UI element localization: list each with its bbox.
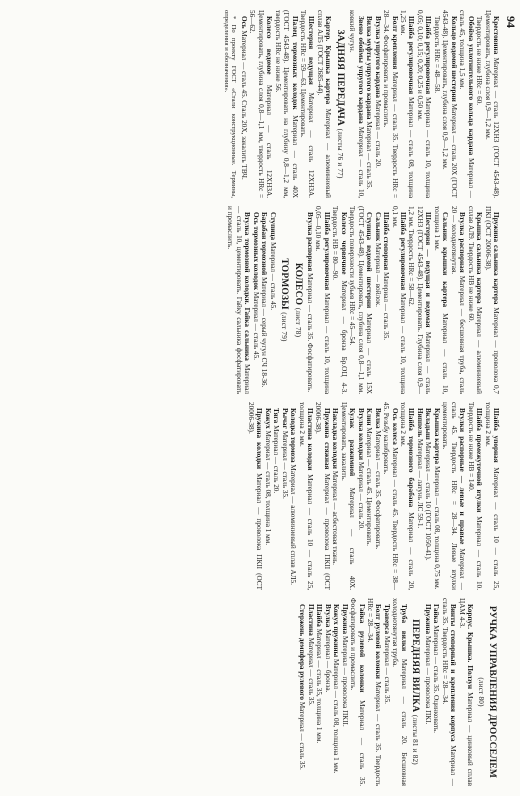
entry-title: Крышка сальника картера <box>475 212 484 307</box>
column-2 <box>4 206 500 394</box>
section-heading <box>476 598 497 786</box>
spec-entry <box>323 598 331 786</box>
entry-title: Шайба <box>315 604 324 629</box>
spec-entry <box>263 402 271 590</box>
entry-text: Материал — сталь 45, толщина 1,5 мм. <box>458 10 475 198</box>
spec-entry <box>373 206 381 394</box>
spec-entry <box>289 402 297 590</box>
entry-text: Материал — сталь 35. Фосфатировать. <box>373 430 382 550</box>
spec-entry <box>441 402 466 590</box>
spec-entry <box>315 10 332 198</box>
section-heading-sheets: (листы 76 и 77) <box>335 128 344 179</box>
entry-text: Материал — сталь 35. Твердость HRc = 28—34. <box>440 598 458 786</box>
spec-entry <box>432 598 440 786</box>
entry-title: Накладка колодки <box>331 408 340 471</box>
spec-entry <box>299 10 316 198</box>
spec-entry <box>356 402 364 590</box>
spec-entry <box>373 10 381 198</box>
entry-title: Пружина <box>423 604 432 636</box>
spec-entry <box>483 402 500 590</box>
column-3 <box>4 402 500 590</box>
spec-entry <box>339 402 356 590</box>
entry-text: Материал — сталь 10, толщина 1 мм. <box>432 206 450 394</box>
entry-title: Кулак разжимной <box>348 408 357 488</box>
spec-entry <box>432 206 449 394</box>
entry-text: Материал — сталь 10 — сталь 25, толщина 2 мм. <box>297 402 315 590</box>
entry-title: Пружина стяжная <box>322 408 331 474</box>
entry-title: Шайба регулировочная <box>407 16 416 98</box>
entry-title: Ось <box>239 16 248 31</box>
spec-entry <box>424 402 432 590</box>
spec-entry <box>466 402 483 590</box>
spec-entry <box>314 402 331 590</box>
spec-entry <box>458 10 475 198</box>
entry-title: Винты стопорный и крепления корпуса <box>449 604 458 746</box>
entry-text: Материал — сталь 20Х (ГОСТ 4543-48). Цементировать, глубина слоя 0,9—1,2 мм. <box>441 10 458 198</box>
entry-title: Пластина <box>306 604 315 638</box>
section-heading-title: ЗАДНЯЯ ПЕРЕДАЧА <box>334 29 345 129</box>
spec-entry <box>441 10 458 198</box>
entry-title: Втулка упругого кардана <box>373 16 382 100</box>
section-heading-title: ПЕРЕДНЯЯ ВИЛКА <box>410 619 421 715</box>
entry-title: Тяга <box>272 408 281 426</box>
entry-text: Материал — проволока ПКII. <box>340 635 349 727</box>
entry-text: Материал — сталь 35. Твердость HRc = 28—34. Фосфатировать и промаслить. <box>382 10 399 198</box>
spec-entry <box>432 10 440 198</box>
entry-text: Материал — сталь 45. Твердость HRc = 38—45. Резьбу калибровать. <box>382 402 399 590</box>
entry-title: Обойма уплотнительного кольца кардана <box>466 16 475 159</box>
entry-text: Материал — сталь 35. Оцинковать. <box>432 625 441 733</box>
spec-entry <box>280 402 288 590</box>
entry-text: Материал — бронза Бр.ОЦ 4-3. Твердость HB = 80—90. <box>331 206 348 394</box>
entry-title: Шайба упорная <box>492 408 500 468</box>
spec-entry <box>365 10 373 198</box>
entry-title: Барабан тормозной <box>260 212 269 277</box>
spec-entry <box>268 206 276 394</box>
entry-text: Материал — сталь 35. <box>280 430 289 499</box>
entry-title: Крышка картера <box>432 408 441 466</box>
spec-entry <box>306 598 314 786</box>
entry-text: Материал — сталь 20. <box>356 461 365 530</box>
entry-text: Материал — сталь 45. Сталь 20Х, закалить ТВЧ. <box>239 30 248 180</box>
entry-text: Материал — асбестовая ткань. <box>331 470 340 565</box>
section-heading-sheets: (лист 78) <box>293 307 302 338</box>
entry-text: Материал — сталь 10, толщина 0,1 мм. <box>390 206 408 394</box>
spec-entry <box>449 206 466 394</box>
entry-title: Рычаг <box>280 408 289 431</box>
entry-title: Вилка муфты упругого кардана <box>365 16 374 122</box>
entry-title: Ступица ведомой шестерни <box>365 212 374 314</box>
entry-title: Кожух пружины <box>332 604 341 659</box>
entry-title: Сальник крышки картера <box>441 212 450 314</box>
entry-text: Материал — проволока 0,7 ПКI (ОСТ 20006-38). <box>483 206 500 394</box>
entry-text: Материал — сталь 35, толщина 1 мм. <box>315 628 324 744</box>
spec-entry <box>415 402 423 590</box>
spec-entry <box>315 598 323 786</box>
entry-text: Материал — сталь 08, толщина 1 мм. <box>263 430 272 546</box>
entry-title: Шайба регулировочная <box>322 212 331 294</box>
entry-text: Материал — войлок. <box>373 242 382 307</box>
spec-entry <box>399 402 416 590</box>
entry-text: Твердость не ниже HRc = 60. <box>475 16 484 106</box>
entry-text: Материал — цинковый сплав ЦАМ 4-3. <box>457 598 474 786</box>
spec-entry <box>457 598 474 786</box>
section-heading-title: РУЧКА УПРАВЛЕНИЯ ДРОССЕЛЕМ <box>487 605 497 779</box>
entry-text: Материал — сталь 10 — сталь 25, толщина 2 мм. <box>483 402 500 590</box>
spec-entry <box>475 10 483 198</box>
entry-text: Материал — бесшовная труба, сталь 20 — холоднотянутая. <box>449 206 467 394</box>
entry-title: Втулка колодки <box>356 408 365 462</box>
entry-text: Материал — сталь 45. Твердость HRc = 28—34. Левые втулки цементировать. <box>441 402 467 590</box>
entry-text: Материал — бронза. <box>323 629 332 693</box>
spec-entry <box>483 10 500 198</box>
entry-title: Крестовина <box>492 16 500 58</box>
entry-text: Материал — проволока ПКII (ОСТ 20006-38). <box>246 402 264 590</box>
entry-title: Вкладыш <box>424 408 433 442</box>
spec-entry <box>382 10 399 198</box>
entry-text: Материал — сталь 35. <box>382 272 391 341</box>
entry-title: Болт крепления <box>390 16 399 72</box>
spec-entry <box>226 206 251 394</box>
entry-title: Втулки распорные — левые и правые <box>458 408 467 549</box>
spec-entry <box>483 206 500 394</box>
spec-entry <box>298 598 306 786</box>
entry-text: Материал — сталь 35. <box>298 701 307 770</box>
entry-text: Материал — сталь 20. <box>373 99 382 168</box>
spec-entry <box>348 10 365 198</box>
entry-title: Ниппель <box>415 408 424 439</box>
spec-entry <box>340 598 348 786</box>
entry-text: Материал — сталь 12ХН3 (ГОСТ 4543-48). Цементировать, глубина слоя 0,9—1,2 мм. <box>483 10 500 198</box>
entry-title: Болт рулевой колонки <box>374 604 383 682</box>
entry-text: Материал — сталь 10, ковкий чугун. <box>348 10 365 198</box>
entry-text: Материал — сталь 12ХН3А. Цементировать, глубина слоя 0,8—1,1 мм, твердость HRc = 56—62. <box>248 10 274 198</box>
spec-entry <box>423 598 431 786</box>
spec-entry <box>391 598 408 786</box>
entry-text: Материал — сталь 08, толщина 0,75 мм. <box>432 465 441 590</box>
text-columns <box>4 10 500 790</box>
section-heading-title: ТОРМОЗЫ <box>279 258 290 313</box>
entry-text: Материал — сталь 35. Твердость HRc = 28—34. <box>365 598 383 786</box>
entry-text: Материал — сталь 45. Цементировать. <box>365 427 374 546</box>
entry-text: Материал — латунь ЛС 59-1. <box>415 438 424 529</box>
entry-title: Сальник <box>373 212 382 243</box>
spec-entry <box>251 206 259 394</box>
spec-entry <box>314 206 331 394</box>
entry-title: Шестерня — ведущая и ведомая <box>424 212 433 332</box>
entry-text: Материал — сталь 35. <box>382 635 391 704</box>
entry-text: Материал — сталь 40Х. Цементировать, закалить. <box>339 402 357 590</box>
entry-title: Шестерня ведущая <box>307 16 316 93</box>
section-heading-sheets: (лист 80) <box>477 677 486 707</box>
spec-entry <box>348 206 373 394</box>
entry-title: Корпус. Крышка. Ползун <box>466 604 474 693</box>
entry-text: Материал — сталь 10. Твердость не ниже HB = 140. <box>466 402 484 590</box>
entry-text: Материал — проволока ПКII (ОСТ 20006-38). <box>314 402 331 590</box>
spec-entry <box>366 598 383 786</box>
entry-text: Материал — сталь 12ХН3А. Твердость HRc = 59—63. Цементировать. <box>298 10 316 198</box>
entry-title: Шайба тормозного барабана <box>407 408 416 513</box>
entry-title: Ступица <box>268 212 277 242</box>
spec-entry <box>246 402 263 590</box>
entry-text: Материал — сталь 08, толщина 1 мм. <box>332 658 341 774</box>
entry-text: Материал — сталь 12ХН3 (ГОСТ 4543-48). Цементировать. Глубина слоя 0,9—1,2 мм. Твердость HRc = 58—62. <box>407 206 433 394</box>
spec-entry <box>260 206 268 394</box>
entry-title: Клин <box>365 408 374 428</box>
entry-title: Втулка распорная <box>306 212 315 274</box>
entry-title: Звено обоймы упругого кардана <box>356 16 365 127</box>
entry-text: Материал — сталь 10, цементировать. Гайку сальника фосфатировать и промаслить. <box>226 206 252 394</box>
entry-title: Стержень демпфера рулевого <box>298 604 307 702</box>
entry-title: Шайба регулировочная <box>424 16 433 98</box>
entry-text: Материал — алюминиевый сплав АЛ5. <box>289 464 298 585</box>
entry-title: Кольцо ведомой шестерни <box>449 16 458 104</box>
entry-title: Гайка рулевой колонки <box>357 604 366 701</box>
spec-entry <box>466 206 483 394</box>
spec-entry <box>349 598 366 786</box>
spec-entry <box>331 402 339 590</box>
spec-entry <box>331 206 348 394</box>
entry-text: Материал — сталь 20, толщина 2 мм. <box>399 402 416 590</box>
entry-title: Колодка тормоза <box>289 408 298 465</box>
spec-entry <box>365 402 373 590</box>
section-heading <box>410 598 421 786</box>
spec-entry <box>407 206 432 394</box>
spec-entry <box>239 10 247 198</box>
footnote: * По проекту ГОСТ «Стали конструкционные. Термины, определения и обозначения». <box>222 10 238 198</box>
entry-title: Шайба промежуточной втулки <box>475 408 484 517</box>
entry-text: Материал — сталь 08, толщина 1,25 мм. <box>399 10 416 198</box>
entry-title: Втулка <box>323 604 332 630</box>
entry-text: Твердость HRc = 48—58. <box>432 16 441 94</box>
entry-text: Материал — алюминиевый сплав АЛ5 (ГОСТ 2685-44). <box>315 10 333 198</box>
entry-title: Пластина колодки <box>306 408 315 475</box>
entry-title: Труба вилки <box>399 604 408 659</box>
entry-title: Гайка <box>432 604 441 626</box>
spec-entry <box>297 402 314 590</box>
entry-title: Ось колеса <box>390 408 399 448</box>
spec-entry <box>332 598 340 786</box>
entry-title: Пружина колодки <box>255 408 264 474</box>
spec-entry <box>382 206 390 394</box>
section-heading-sheets: (листы 81 и 82) <box>411 714 420 765</box>
entry-text: Материал — сталь 10, толщина 0,05; 0,10; 0,15; 0,20; 0,25 и 0,50 мм. <box>415 10 433 198</box>
entry-title: Пружина <box>340 604 349 636</box>
entry-text: Материал — сталь 40Х (ГОСТ 4543-48). Цементировать на глубину 0,8—1,2 мм, твердость HRc не ниже 56. <box>273 10 299 198</box>
spec-entry <box>390 206 407 394</box>
column-1 <box>4 10 500 198</box>
entry-title: Кожух <box>263 408 272 431</box>
entry-title: Колесо ведомое <box>265 16 274 85</box>
entry-title: Картер. Крышка картера <box>324 16 333 109</box>
entry-text: Материал — сталь 35. <box>365 121 374 190</box>
spec-entry <box>373 402 381 590</box>
entry-title: Траверса <box>382 604 391 636</box>
spec-entry <box>382 402 399 590</box>
entry-title: Шайба регулировочная <box>399 212 408 294</box>
entry-title: Палец тормозных колодок <box>290 16 299 116</box>
spec-entry <box>399 10 416 198</box>
spec-entry <box>415 10 432 198</box>
spec-entry <box>432 402 440 590</box>
section-heading-title: КОЛЕСО <box>292 262 303 308</box>
page-number: 94 <box>504 16 518 28</box>
spec-entry <box>440 598 457 786</box>
entry-text: Материал — проволока ПКI. <box>423 635 432 725</box>
spec-entry <box>382 598 390 786</box>
spec-entry <box>306 206 314 394</box>
section-heading <box>292 206 303 394</box>
entry-title: Втулка тормозной колодки. Гайка сальника <box>243 212 252 364</box>
entry-title: Колесо червячное <box>339 212 348 281</box>
entry-title: Пружина сальника картера <box>492 212 500 308</box>
entry-text: Материал — сталь 10 (ГОСТ 1050-41). <box>424 441 433 561</box>
section-heading-sheets: (лист 79) <box>280 312 289 342</box>
entry-text: Материал — алюминиевый сплав АЛ9. Твердость HB не ниже 60. <box>466 206 484 394</box>
entry-text: Материал — сталь 10, толщина 0,05—0,10 мм. <box>314 206 331 394</box>
entry-text: Материал — сталь 45. <box>251 291 260 360</box>
spec-entry <box>248 10 273 198</box>
spec-entry <box>273 10 298 198</box>
entry-text: Материал — сталь 20. Бесшовная холоднотянутая труба. <box>391 598 408 786</box>
entry-text: Материал — сталь 15Х (ГОСТ 4543-48). Цементировать, глубина слоя 0,8—1,1 мм. Твердость поверхности зубьев HRc = 45—54. <box>348 206 374 394</box>
spec-entry <box>272 402 280 590</box>
column-4 <box>4 598 500 786</box>
section-heading <box>334 10 345 198</box>
entry-text: Материал — сталь 35. Фосфатировать и промаслить. <box>349 598 366 786</box>
entry-title: Втулка распорная <box>458 212 467 276</box>
entry-text: Материал — сталь 35. Фосфатировать. <box>306 273 315 393</box>
entry-text: Материал — сталь 35. <box>306 637 315 706</box>
entry-text: Материал — сталь 45. <box>268 241 277 311</box>
entry-text: Материал — серый чугун СЧ 18-36. <box>260 276 269 388</box>
entry-title: Вилка <box>373 408 382 431</box>
section-heading <box>279 206 290 394</box>
entry-text: Материал — сталь 20. <box>272 425 281 494</box>
entry-title: Ось тормозных колодок <box>251 212 260 292</box>
entry-title: Шайба стопорная <box>382 212 391 272</box>
